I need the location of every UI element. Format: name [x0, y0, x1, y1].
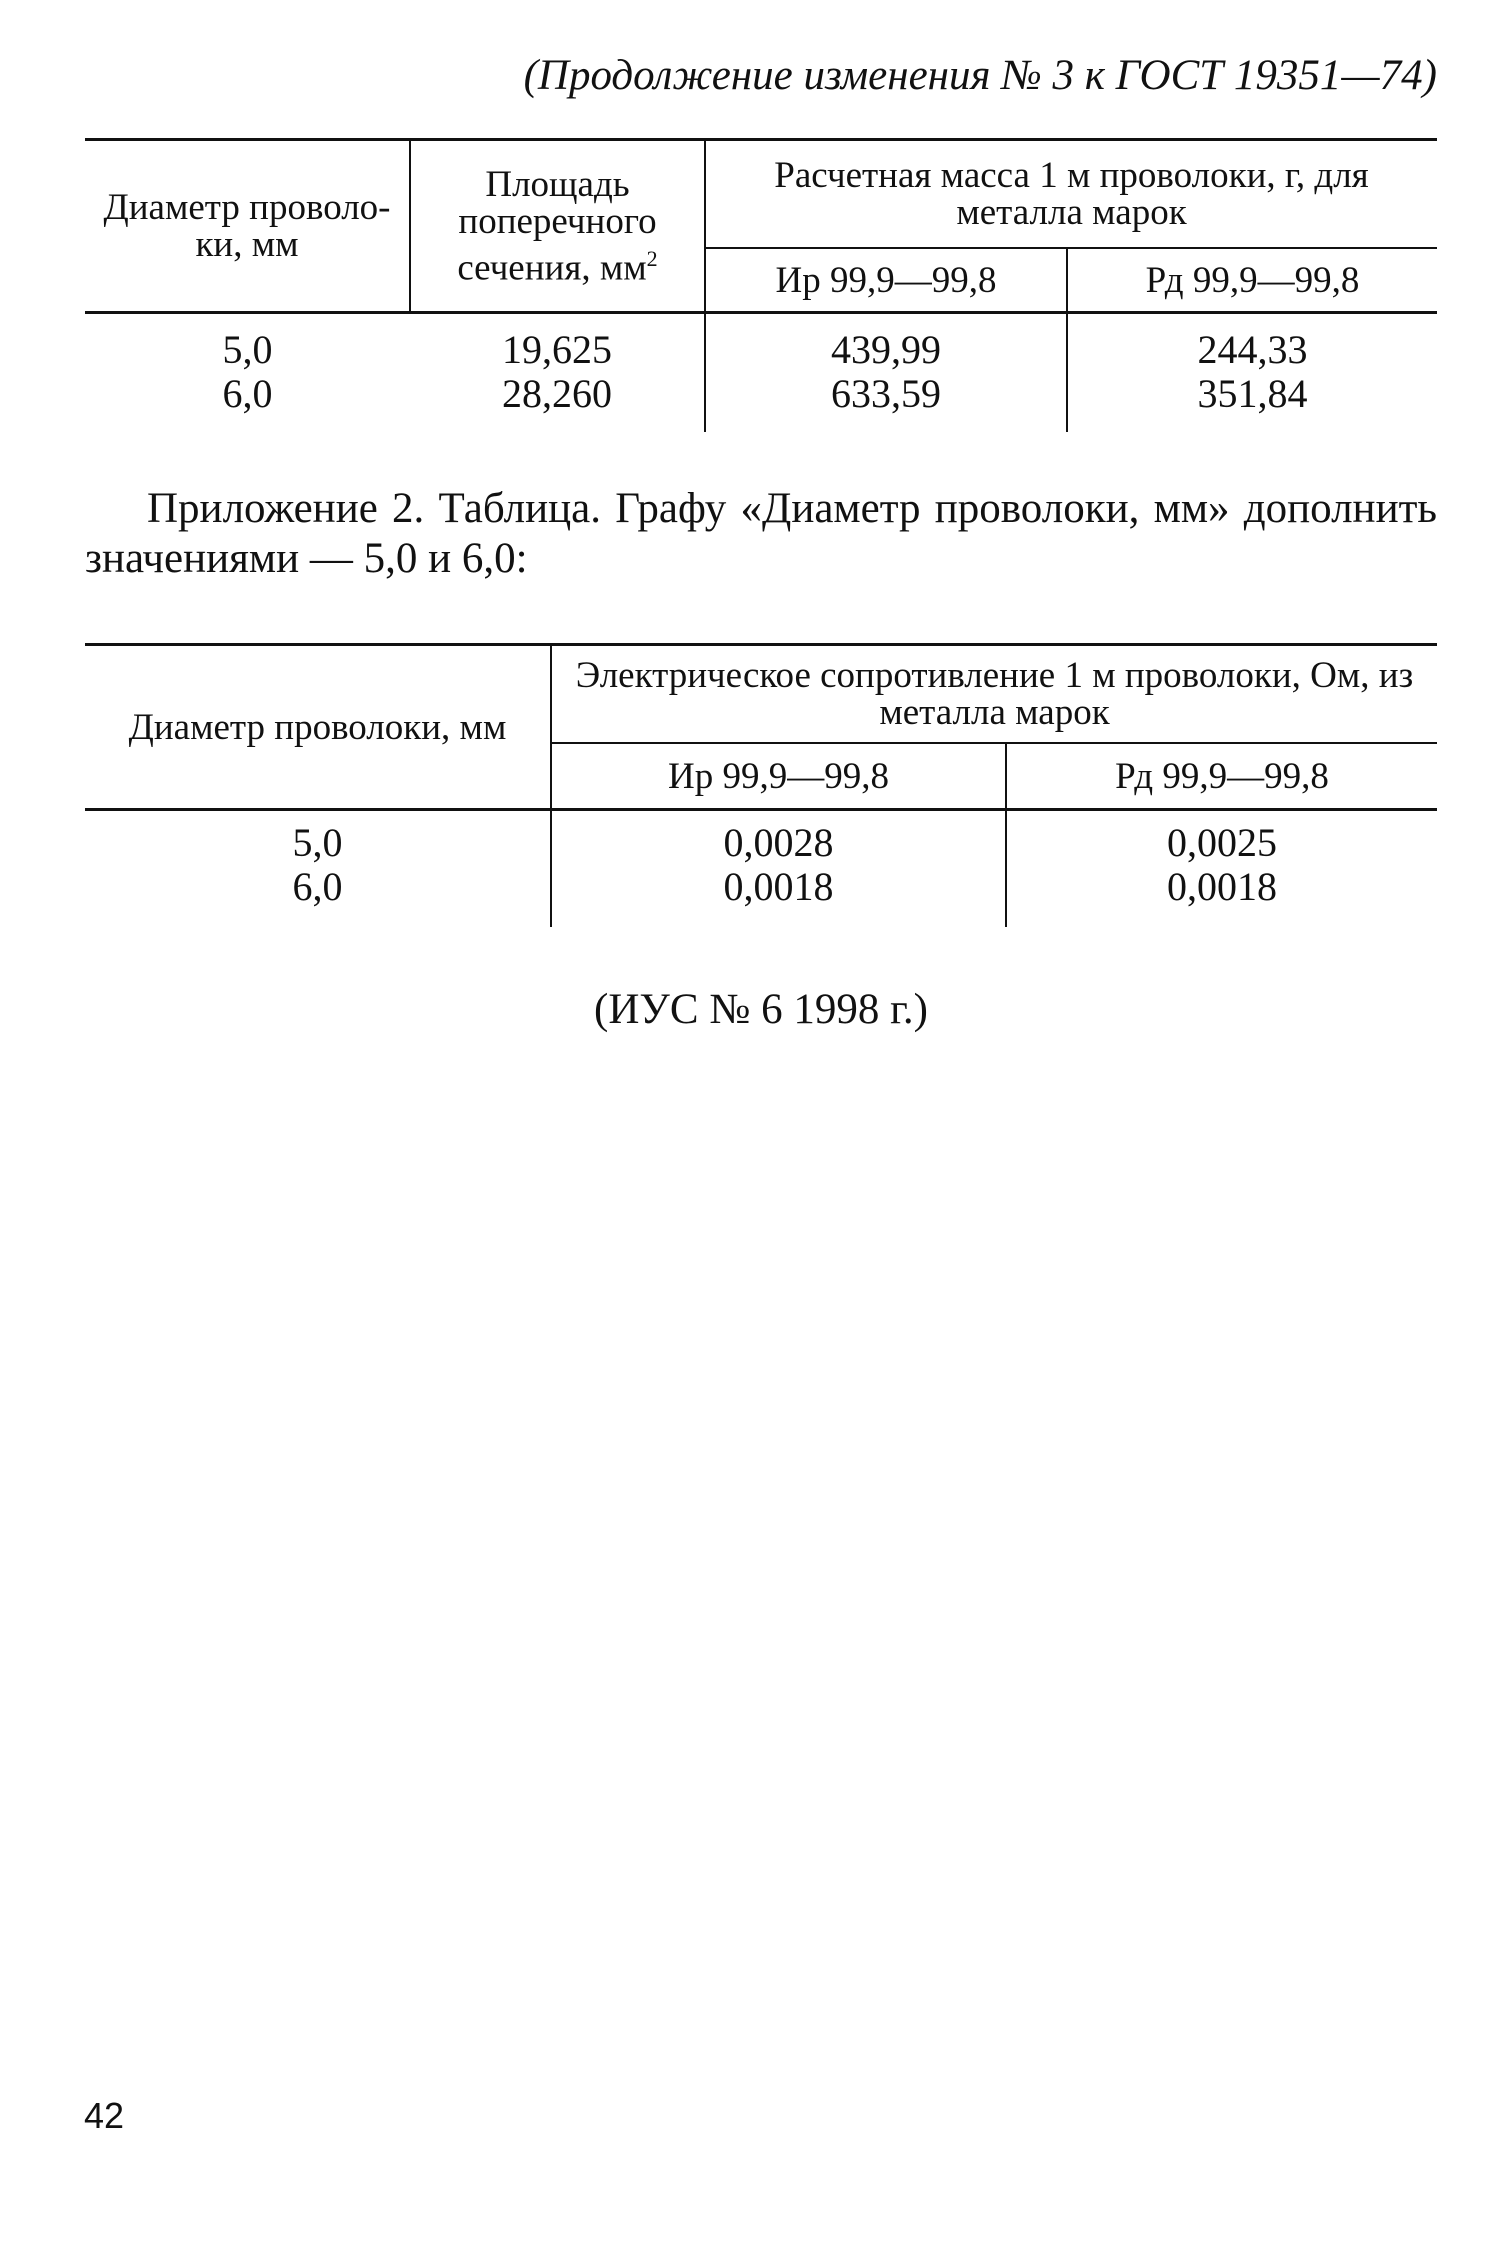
cell-rd: 351,84	[1197, 371, 1308, 416]
header-ir-grade: Ир 99,9—99,8	[551, 743, 1006, 810]
header-rd-grade: Рд 99,9—99,8	[1067, 248, 1437, 313]
table-row	[85, 313, 1437, 373]
table-row	[85, 810, 1437, 866]
cell-ir: 633,59	[705, 372, 1067, 432]
cell-diameter: 5,0	[222, 327, 273, 372]
cell-diameter: 6,0	[222, 371, 273, 416]
header-cross-section-area: Площадь поперечного сечения, $мм^2$	[410, 140, 705, 313]
cell-rd: 0,0018	[1167, 864, 1277, 909]
cell-ir: 0,0018	[551, 865, 1006, 927]
cell-area: 19,625	[410, 313, 705, 373]
header-diameter: Диаметр проволоки, мм	[85, 645, 551, 810]
cell-diameter: 5,0	[85, 810, 551, 866]
cell-ir: 439,99	[705, 313, 1067, 373]
header-diameter: Диаметр проволо-ки, мм	[85, 140, 410, 313]
cell-rd: 0,0025	[1167, 820, 1277, 865]
mass-table	[85, 138, 1437, 432]
cell-area: 28,260	[410, 372, 705, 432]
header-electrical-resistance: Электрическое сопротивление 1 м проволоки, Ом, из металла марок	[551, 645, 1437, 744]
source-note: (ИУС № 6 1998 г.)	[594, 986, 928, 1033]
table-row	[85, 865, 1437, 927]
page-header: (Продолжение изменения № 3 к ГОСТ 19351—74)	[523, 52, 1437, 99]
resistance-table	[85, 643, 1437, 927]
page-number: 42	[84, 2095, 125, 2136]
header-calculated-mass: Расчетная масса 1 м проволоки, г, для металла марок	[705, 140, 1437, 249]
header-rd-grade: Рд 99,9—99,8	[1006, 743, 1437, 810]
cell-diameter: 6,0	[85, 865, 551, 927]
cell-rd: 244,33	[1197, 327, 1308, 372]
cell-ir: 0,0028	[551, 810, 1006, 866]
table-row	[85, 372, 1437, 432]
header-ir-grade: Ир 99,9—99,8	[705, 248, 1067, 313]
appendix-paragraph: Приложение 2. Таблица. Графу «Диаметр проволоки, мм» дополнить значениями — 5,0 и 6,0:	[85, 485, 1437, 582]
